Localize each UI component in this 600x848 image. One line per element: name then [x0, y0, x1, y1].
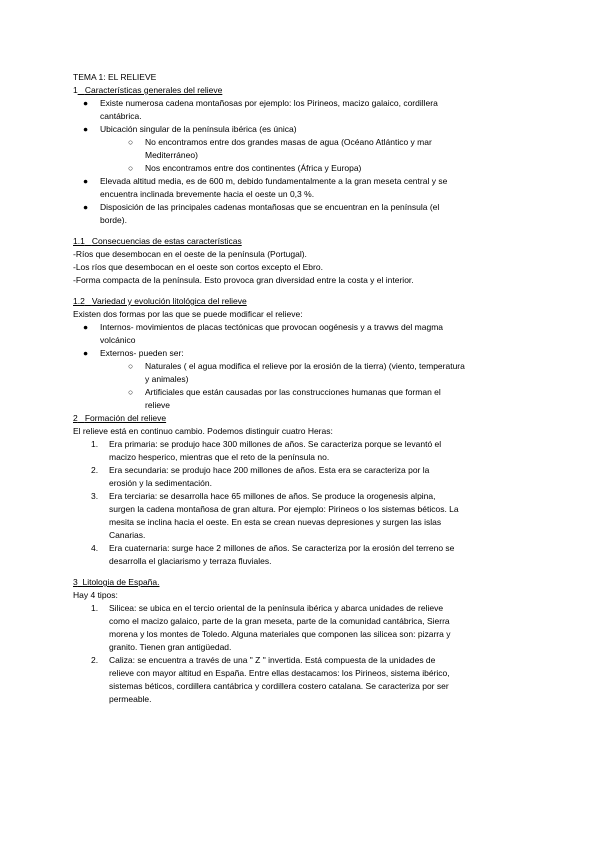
list-item: ● Elevada altitud media, es de 600 m, debido fundamentalmente a la gran meseta central y se encuentra inclinada brevemente hacia el oeste un 0,3 %.	[83, 176, 448, 199]
section-1-number: 1	[73, 85, 78, 95]
sub-list-item: ○ Naturales ( el agua modifica el relieve por la erosión de la tierra) (viento, temperatura y animales)	[128, 361, 465, 384]
section-3-heading: 3 Litologia de España.	[73, 577, 160, 587]
numbered-item: 3. Era terciaria: se desarrolla hace 65 millones de años. Se produce la orogenesis alpina, surgen la cadena montañosa de gran altura. Por ejemplo: Pirineos o los sistemas béticos. La mesita se inclina hacia el oeste. En esta se crean nuevas depresiones y surgen las islas Canarias.	[91, 491, 459, 540]
sub-list-item: ○ Artificiales que están causadas por las construcciones humanas que forman el relieve	[128, 387, 441, 410]
text-line: El relieve está en continuo cambio. Podemos distinguir cuatro Heras:	[73, 426, 333, 436]
list-item: ● Disposición de las principales cadenas montañosas que se encuentran en la península (el borde).	[83, 202, 440, 225]
text-line: -Ríos que desembocan en el oeste de la península (Portugal).	[73, 249, 307, 259]
list-item: ● Existe numerosa cadena montañosas por ejemplo: los Pirineos, macizo galaico, cordillera cantábrica.	[83, 98, 438, 121]
list-item: ● Internos- movimientos de placas tectónicas que provocan oogénesis y a travws del magma volcánico	[83, 322, 444, 345]
numbered-item: 4. Era cuaternaria: surge hace 2 millones de años. Se caracteriza por la erosión del terreno se desarrolla el glaciarismo y terraza fluviales.	[91, 543, 455, 566]
numbered-item: 2. Caliza: se encuentra a través de una " Z " invertida. Está compuesta de la unidades de relieve con mayor altitud en España. Entre ellas destacamos: los Pirineos, sistema ibérico, sistemas béticos, cordillera cantábrica y cordillera costero catalana. Se caracteriza por ser permeable.	[91, 655, 450, 704]
numbered-item: 1. Era primaria: se produjo hace 300 millones de años. Se caracteriza porque se levantó el macizo hesperico, mientras que el reto de la península no.	[91, 439, 442, 462]
text-line: Existen dos formas por las que se puede modificar el relieve:	[73, 309, 303, 319]
numbered-item: 2. Era secundaria: se produjo hace 200 millones de años. Esta era se caracteriza por la erosión y la sedimentación.	[91, 465, 430, 488]
list-item: ● Externos- pueden ser:	[83, 348, 184, 358]
section-1-2-heading: 1.2 Variedad y evolución litológica del relieve	[73, 296, 247, 306]
section-1-title: _ Características generales del relieve	[77, 85, 223, 95]
document-title: TEMA 1: EL RELIEVE	[73, 72, 157, 82]
numbered-item: 1. Silicea: se ubica en el tercio oriental de la península ibérica y abarca unidades de relieve como el macizo galaico, parte de la gran meseta, parte de la comunidad cantábrica, Sierra morena y los montes de Toledo. Alguna materiales que componen las silicea son: pizarra y granito. Tienen gran antigüedad.	[91, 603, 451, 652]
section-1-heading	[73, 84, 533, 97]
text-line: -Los ríos que desembocan en el oeste son cortos excepto el Ebro.	[73, 262, 323, 272]
section-1-1-heading: 1.1 Consecuencias de estas características	[73, 236, 242, 246]
section-2-heading: 2 Formación del relieve	[73, 413, 167, 423]
sub-list-item: ○ Nos encontramos entre dos continentes (África y Europa)	[128, 163, 362, 173]
text-line: -Forma compacta de la península. Esto provoca gran diversidad entre la costa y el interior.	[73, 275, 414, 285]
document-page	[73, 71, 533, 706]
text-line: Hay 4 tipos:	[73, 590, 118, 600]
sub-list-item: ○ No encontramos entre dos grandes masas de agua (Océano Atlántico y mar Mediterráneo)	[128, 137, 432, 160]
list-item: ● Ubicación singular de la península ibérica (es única)	[83, 124, 297, 134]
